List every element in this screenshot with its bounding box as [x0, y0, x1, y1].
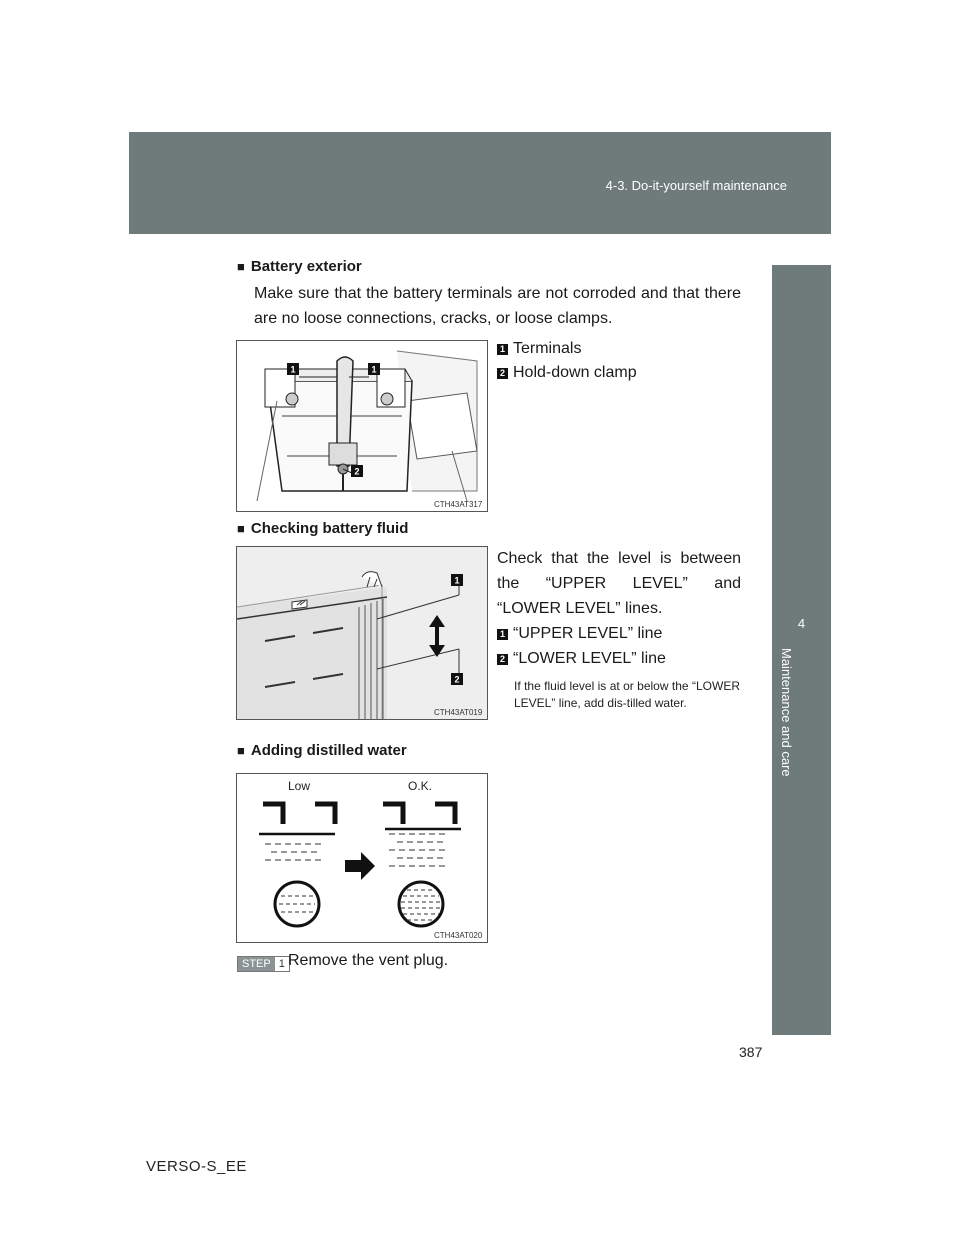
right-arrow-icon	[345, 852, 375, 880]
callout-1-right: 1	[371, 364, 377, 375]
battery-fluid-figure	[236, 546, 488, 720]
battery-exterior-heading: ■ Battery exterior	[237, 258, 362, 275]
number-icon: 1	[497, 629, 508, 640]
chapter-label: Maintenance and care	[779, 648, 794, 777]
section-header	[129, 132, 831, 234]
battery-illustration	[237, 341, 487, 511]
callout-1-left: 1	[290, 364, 296, 375]
number-icon: 1	[497, 344, 508, 355]
ok-label: O.K.	[407, 779, 433, 793]
distilled-water-figure	[236, 773, 488, 943]
fluid-note: If the fluid level is at or below the “LOWER LEVEL” line, add dis-tilled water.	[514, 679, 740, 710]
battery-terminals-figure	[236, 340, 488, 512]
callout-lower: 2	[454, 674, 460, 685]
step-text: Remove the vent plug.	[288, 952, 449, 969]
number-icon: 2	[497, 368, 508, 379]
label-upper-level: 1 “UPPER LEVEL” line	[497, 622, 662, 646]
distilled-water-heading: ■ Adding distilled water	[237, 742, 407, 759]
step-badge: STEP 1	[237, 956, 290, 972]
callout-2: 2	[354, 466, 360, 477]
chapter-number: 4	[797, 616, 806, 631]
battery-fluid-heading: ■ Checking battery fluid	[237, 520, 409, 537]
figure-code: CTH43AT020	[434, 931, 483, 940]
low-label: Low	[287, 779, 311, 793]
label-hold-down-clamp: 2 Hold-down clamp	[497, 361, 637, 385]
bullet-icon: ■	[237, 521, 245, 536]
label-lower-level: 2 “LOWER LEVEL” line	[497, 647, 666, 671]
label-terminals: 1 Terminals	[497, 337, 581, 361]
fluid-level-illustration	[237, 547, 487, 719]
figure-code: CTH43AT019	[434, 708, 483, 717]
battery-fluid-body: Check that the level is between the “UPPER LEVEL” and “LOWER LEVEL” lines.	[497, 550, 741, 617]
figure-code: CTH43AT317	[434, 500, 483, 509]
water-level-illustration	[237, 774, 487, 942]
page-number: 387	[739, 1044, 763, 1060]
footer-model: VERSO-S_EE	[146, 1158, 247, 1175]
battery-exterior-body: Make sure that the battery terminals are not corroded and that there are no loose connections, cracks, or loose clamps.	[254, 285, 741, 327]
callout-upper: 1	[454, 575, 460, 586]
bullet-icon: ■	[237, 743, 245, 758]
number-icon: 2	[497, 654, 508, 665]
section-title: 4-3. Do-it-yourself maintenance	[605, 178, 787, 193]
bullet-icon: ■	[237, 259, 245, 274]
